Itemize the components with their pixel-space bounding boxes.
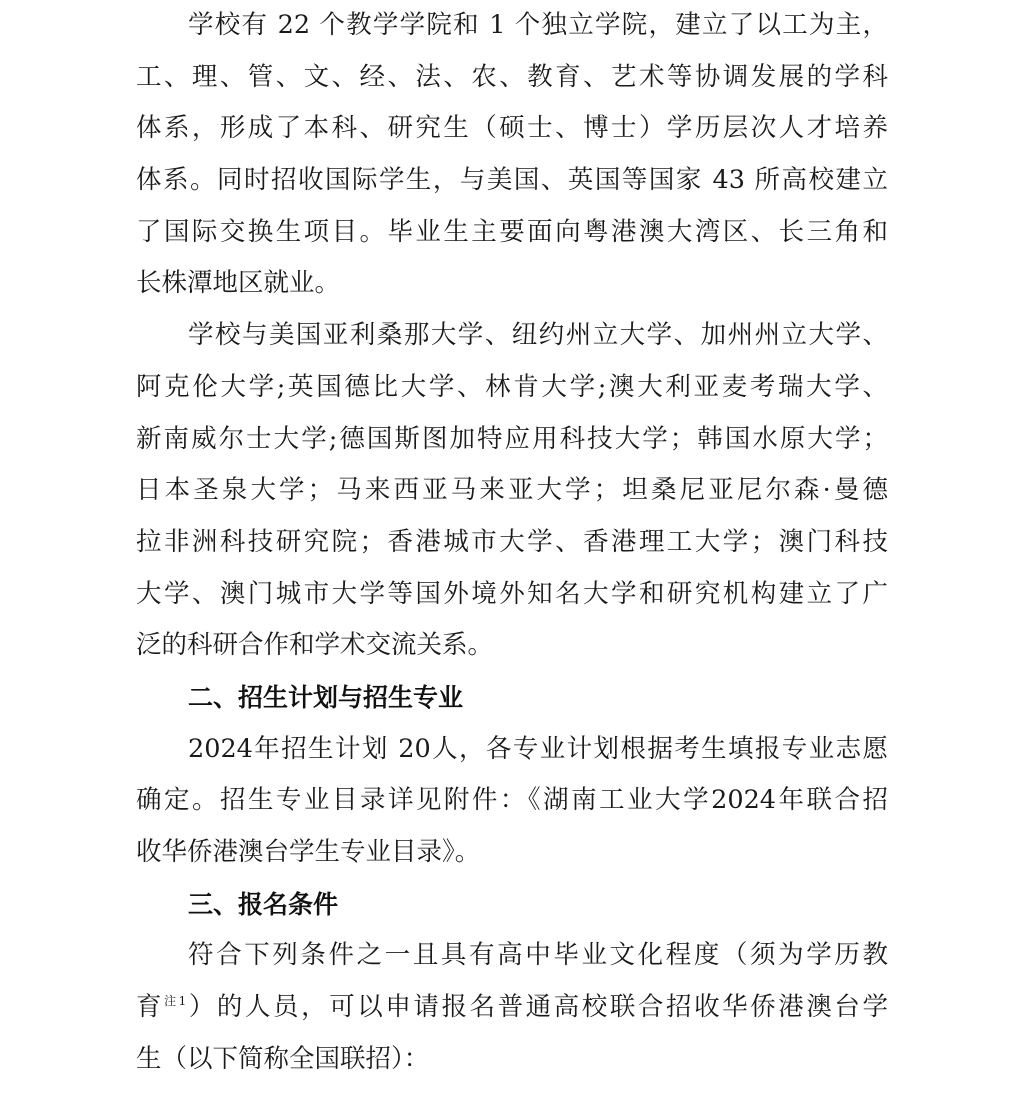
footnote-marker: 注1 (164, 994, 187, 1009)
section-heading-enrollment-plan: 二、招生计划与招生专业 (188, 682, 464, 712)
text-line: 阿克伦大学;英国德比大学、林肯大学;澳大利亚麦考瑞大学、 (136, 371, 888, 402)
text-line: 体系。同时招收国际学生，与美国、英国等国家 43 所高校建立 (136, 165, 888, 196)
text-line: 日本圣泉大学；马来西亚马来亚大学；坦桑尼亚尼尔森·曼德 (136, 475, 888, 506)
paragraph-conditions (136, 930, 888, 1085)
text-line: 了国际交换生项目。毕业生主要面向粤港澳大湾区、长三角和 (136, 216, 888, 247)
text-line (136, 982, 888, 1034)
text-line: 生（以下简称全国联招）： (136, 1043, 430, 1074)
paragraph-plan (136, 724, 888, 879)
section-heading-eligibility: 三、报名条件 (188, 889, 339, 919)
text-line: 符合下列条件之一且具有高中毕业文化程度（须为学历教 (188, 940, 888, 971)
text-fragment: ）的人员，可以申请报名普通高校联合招收华侨港澳台学 (186, 992, 888, 1023)
text-fragment: 育 (136, 992, 165, 1023)
text-line: 工、理、管、文、经、法、农、教育、艺术等协调发展的学科 (136, 61, 888, 92)
text-line: 泛的科研合作和学术交流关系。 (136, 630, 494, 661)
document-body (136, 0, 888, 1085)
text-line: 学校有 22 个教学学院和 1 个独立学院，建立了以工为主， (188, 10, 888, 40)
text-line: 学校与美国亚利桑那大学、纽约州立大学、加州州立大学、 (188, 320, 888, 351)
paragraph-cooperation (136, 310, 888, 672)
text-line: 新南威尔士大学;德国斯图加特应用科技大学；韩国水原大学； (136, 423, 888, 454)
text-line: 大学、澳门城市大学等国外境外知名大学和研究机构建立了广 (136, 578, 888, 609)
text-line: 拉非洲科技研究院；香港城市大学、香港理工大学；澳门科技 (136, 526, 888, 557)
text-line: 2024年招生计划 20人，各专业计划根据考生填报专业志愿 (188, 733, 888, 764)
text-line: 收华侨港澳台学生专业目录》。 (136, 837, 481, 867)
text-line: 确定。招生专业目录详见附件：《湖南工业大学2024年联合招 (136, 785, 888, 816)
text-line: 体系，形成了本科、研究生（硕士、博士）学历层次人才培养 (136, 113, 888, 144)
text-line: 长株潭地区就业。 (136, 268, 341, 299)
paragraph-intro (136, 0, 888, 310)
